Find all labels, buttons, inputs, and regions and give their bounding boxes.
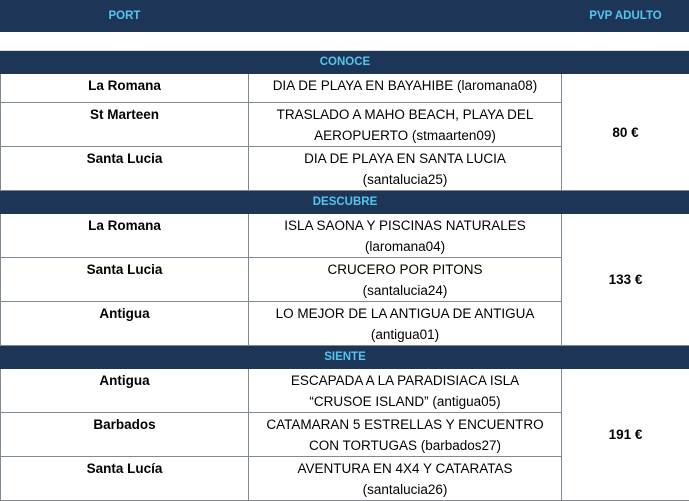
excursion-line: TRASLADO A MAHO BEACH, PLAYA DEL: [277, 107, 534, 122]
port-cell: La Romana: [1, 214, 249, 258]
excursion-cell: [249, 74, 562, 103]
excursion-line: (santalucia26): [363, 482, 448, 497]
section-title: SIENTE: [1, 346, 689, 369]
price-cell: 80 €: [562, 74, 689, 191]
excursion-cell: [249, 413, 562, 457]
excursion-cell: [249, 103, 562, 147]
section-title: DESCUBRE: [1, 191, 689, 214]
spacer-row: [1, 32, 689, 51]
excursion-line: LO MEJOR DE LA ANTIGUA DE ANTIGUA: [276, 306, 535, 321]
header-excursion: [249, 1, 562, 32]
port-cell: Santa Lucia: [1, 147, 249, 191]
port-cell: St Marteen: [1, 103, 249, 147]
excursion-cell: [249, 258, 562, 302]
excursion-line: ESCAPADA A LA PARADISIACA ISLA: [291, 373, 519, 388]
excursion-line: (santalucia25): [363, 172, 448, 187]
price-cell: 133 €: [562, 214, 689, 346]
excursion-line: (laromana04): [365, 239, 445, 254]
table-row: [1, 74, 689, 103]
price-cell: 191 €: [562, 369, 689, 501]
excursion-line: “CRUSOE ISLAND” (antigua05): [309, 394, 500, 409]
header-price: PVP ADULTO: [562, 1, 689, 32]
excursion-line: (santalucia24): [363, 283, 448, 298]
port-cell: Santa Lucia: [1, 258, 249, 302]
excursion-line: AVENTURA EN 4X4 Y CATARATAS: [297, 461, 512, 476]
excursion-line: ISLA SAONA Y PISCINAS NATURALES: [284, 218, 526, 233]
table-row: [1, 369, 689, 413]
section-title: CONOCE: [1, 51, 689, 74]
section-header-conoce: [1, 51, 689, 74]
excursion-line: DIA DE PLAYA EN BAYAHIBE (laromana08): [273, 78, 538, 93]
port-cell: Santa Lucía: [1, 457, 249, 501]
excursion-cell: [249, 147, 562, 191]
excursion-line: CRUCERO POR PITONS: [327, 262, 482, 277]
excursion-line: (antigua01): [371, 327, 439, 342]
section-header-descubre: [1, 191, 689, 214]
header-port: PORT: [1, 1, 249, 32]
excursion-cell: [249, 214, 562, 258]
excursion-cell: [249, 369, 562, 413]
excursion-line: AEROPUERTO (stmaarten09): [314, 128, 496, 143]
excursion-line: CATAMARAN 5 ESTRELLAS Y ENCUENTRO: [266, 417, 543, 432]
excursion-line: CON TORTUGAS (barbados27): [309, 438, 501, 453]
table-row: [1, 214, 689, 258]
excursion-line: DIA DE PLAYA EN SANTA LUCIA: [304, 151, 506, 166]
section-header-siente: [1, 346, 689, 369]
excursion-cell: [249, 302, 562, 346]
table-header-row: [1, 1, 689, 32]
excursion-cell: [249, 457, 562, 501]
port-cell: Antigua: [1, 302, 249, 346]
port-cell: Antigua: [1, 369, 249, 413]
port-cell: La Romana: [1, 74, 249, 103]
port-cell: Barbados: [1, 413, 249, 457]
